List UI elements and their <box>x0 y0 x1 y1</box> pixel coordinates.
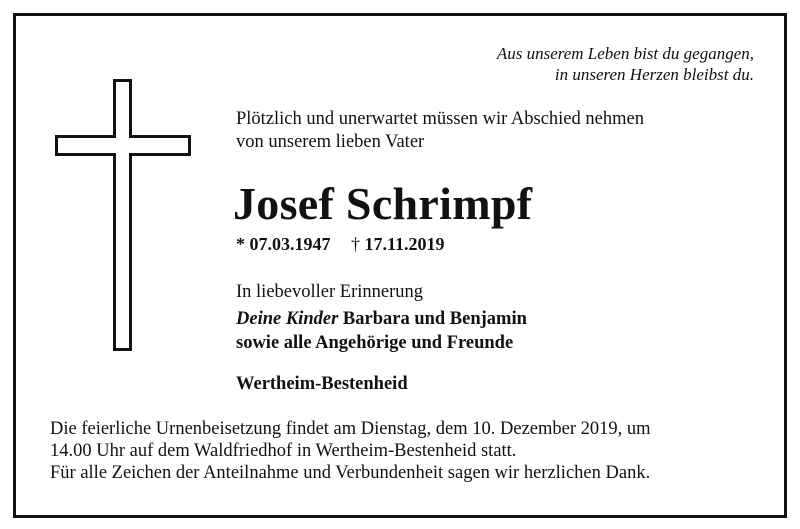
dagger-icon: † <box>351 234 360 254</box>
kinder-names: Barbara und Benjamin <box>342 309 527 329</box>
mourners-line-2: sowie alle Angehörige und Freunde <box>236 333 514 353</box>
death-date-group <box>351 234 445 254</box>
intro-text <box>236 108 644 154</box>
birth-symbol: * <box>236 234 245 254</box>
death-date: 17.11.2019 <box>364 234 445 254</box>
place: Wertheim-Bestenheid <box>236 374 408 394</box>
birth-date: 07.03.1947 <box>249 234 331 254</box>
kinder-label: Deine Kinder <box>236 309 339 329</box>
epitaph-line-1: Aus unserem Leben bist du gegangen, <box>496 44 754 63</box>
intro-line-2: von unserem lieben Vater <box>236 132 425 152</box>
deceased-name: Josef Schrimpf <box>233 178 533 229</box>
epitaph-line-2: in unseren Herzen bleibst du. <box>554 65 754 84</box>
remembrance-text: In liebevoller Erinnerung <box>236 282 423 302</box>
life-dates <box>236 233 445 255</box>
mourners-line-1 <box>236 307 527 331</box>
notice-line-3: Für alle Zeichen der Anteilnahme und Verbundenheit sagen wir herzlichen Dank. <box>50 463 651 483</box>
notice-line-1: Die feierliche Urnenbeisetzung findet am Dienstag, dem 10. Dezember 2019, um <box>50 419 651 439</box>
epitaph <box>497 43 754 85</box>
notice-line-2: 14.00 Uhr auf dem Waldfriedhof in Wertheim-Bestenheid statt. <box>50 441 517 461</box>
mourners <box>236 307 527 355</box>
intro-line-1: Plötzlich und unerwartet müssen wir Abschied nehmen <box>236 109 644 129</box>
funeral-notice <box>50 418 651 484</box>
cross-icon <box>55 79 191 351</box>
